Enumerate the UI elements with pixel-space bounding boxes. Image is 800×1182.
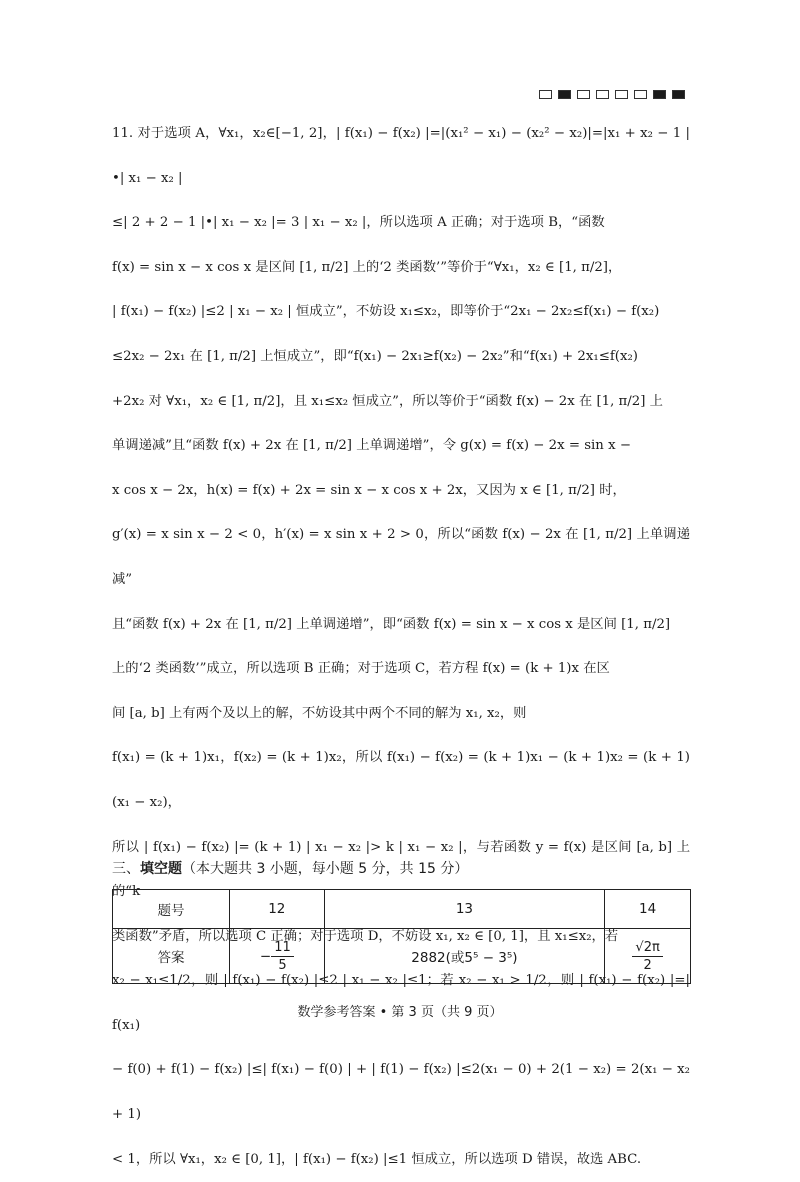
- solution-line: − f(0) + f(1) − f(x₂) |≤| f(x₁) − f(0) | + | f(1) − f(x₂) |≤2(x₁ − 0) + 2(1 − x₂) = 2(x₁ − x₂ + 1): [112, 1062, 690, 1123]
- answer-12-sign: −: [259, 948, 272, 964]
- corner-mark: [615, 90, 628, 99]
- corner-mark: [653, 90, 666, 99]
- solution-11: [112, 112, 690, 1182]
- solution-line: 11. 对于选项 A，∀x₁，x₂∈[−1, 2]，| f(x₁) − f(x₂) |=|(x₁² − x₁) − (x₂² − x₂)|=|x₁ + x₂ − 1 |•| x₁ − x₂ |: [112, 126, 690, 186]
- corner-mark: [577, 90, 590, 99]
- solution-line: x cos x − 2x，h(x) = f(x) + 2x = sin x − x cos x + 2x，又因为 x ∈ [1, π/2] 时，: [112, 482, 626, 498]
- corner-mark: [634, 90, 647, 99]
- answer-table: [112, 889, 691, 984]
- answer-13: 2882(或5⁵ − 3⁵): [324, 929, 605, 984]
- answer-12: [230, 929, 325, 984]
- corner-mark: [558, 90, 571, 99]
- solution-line: | f(x₁) − f(x₂) |≤2 | x₁ − x₂ | 恒成立”，不妨设 x₁≤x₂，即等价于“2x₁ − 2x₂≤f(x₁) − f(x₂): [112, 304, 660, 320]
- page-corner-marks: [539, 90, 685, 99]
- solution-line: +2x₂ 对 ∀x₁，x₂ ∈ [1, π/2]，且 x₁≤x₂ 恒成立”，所以等价于“函数 f(x) − 2x 在 [1, π/2] 上: [112, 393, 663, 409]
- corner-mark: [672, 90, 685, 99]
- fraction-denominator: 5: [278, 957, 287, 973]
- section-heading: [112, 858, 468, 878]
- section-number: 三、: [112, 861, 140, 877]
- solution-line: 所以 | f(x₁) − f(x₂) |= (k + 1) | x₁ − x₂ |> k | x₁ − x₂ |，与若函数 y = f(x) 是区间 [a, b] 上的“k: [112, 839, 690, 900]
- section-note: （本大题共 3 小题，每小题 5 分，共 15 分）: [182, 861, 469, 877]
- page-footer: 数学参考答案 • 第 3 页（共 9 页）: [297, 1005, 503, 1020]
- answer-14-fraction: [632, 939, 662, 974]
- table-row: [113, 890, 691, 929]
- question-14: 14: [605, 890, 691, 929]
- answer-14: [605, 929, 691, 984]
- solution-line: ≤| 2 + 2 − 1 |•| x₁ − x₂ |= 3 | x₁ − x₂ |，所以选项 A 正确；对于选项 B，“函数: [112, 215, 605, 231]
- table-row: [113, 929, 691, 984]
- solution-line: ≤2x₂ − 2x₁ 在 [1, π/2] 上恒成立”，即“f(x₁) − 2x₁≥f(x₂) − 2x₂”和“f(x₁) + 2x₁≤f(x₂): [112, 348, 638, 364]
- row-label-question: 题号: [113, 890, 230, 929]
- fraction-numerator: 11: [271, 939, 294, 957]
- question-13: 13: [324, 890, 605, 929]
- answer-12-fraction: [271, 939, 294, 974]
- solution-line: g′(x) = x sin x − 2 < 0，h′(x) = x sin x + 2 > 0，所以“函数 f(x) − 2x 在 [1, π/2] 上单调递减”: [112, 527, 690, 587]
- fraction-numerator: √2π: [632, 939, 662, 957]
- solution-line: 类函数”矛盾，所以选项 C 正确；对于选项 D，不妨设 x₁, x₂ ∈ [0, 1]，且 x₁≤x₂，若: [112, 928, 619, 944]
- solution-line: x₂ − x₁≤1/2，则 | f(x₁) − f(x₂) |≤2 | x₁ − x₂ |≤1；若 x₂ − x₁ > 1/2，则 | f(x₁) − f(x₂) |=| f(x₁): [112, 973, 690, 1033]
- solution-line: f(x₁) = (k + 1)x₁，f(x₂) = (k + 1)x₂，所以 f(x₁) − f(x₂) = (k + 1)x₁ − (k + 1)x₂ = (k + 1)(x₁ − x₂)，: [112, 750, 690, 810]
- fraction-denominator: 2: [643, 957, 652, 973]
- solution-line: 上的‘2 类函数’”成立，所以选项 B 正确；对于选项 C，若方程 f(x) = (k + 1)x 在区: [112, 661, 610, 677]
- corner-mark: [596, 90, 609, 99]
- solution-line: 且“函数 f(x) + 2x 在 [1, π/2] 上单调递增”，即“函数 f(x) = sin x − x cos x 是区间 [1, π/2]: [112, 616, 671, 632]
- section-title: 填空题: [140, 861, 182, 877]
- corner-mark: [539, 90, 552, 99]
- solution-line: f(x) = sin x − x cos x 是区间 [1, π/2] 上的‘2 类函数’”等价于“∀x₁，x₂ ∈ [1, π/2]，: [112, 259, 622, 275]
- question-12: 12: [230, 890, 325, 929]
- row-label-answer: 答案: [113, 929, 230, 984]
- solution-line: < 1，所以 ∀x₁，x₂ ∈ [0, 1]，| f(x₁) − f(x₂) |≤1 恒成立，所以选项 D 错误，故选 ABC.: [112, 1151, 642, 1167]
- solution-line: 单调递减”且“函数 f(x) + 2x 在 [1, π/2] 上单调递增”，令 g(x) = f(x) − 2x = sin x −: [112, 438, 631, 454]
- solution-line: 间 [a, b] 上有两个及以上的解，不妨设其中两个不同的解为 x₁, x₂，则: [112, 705, 527, 721]
